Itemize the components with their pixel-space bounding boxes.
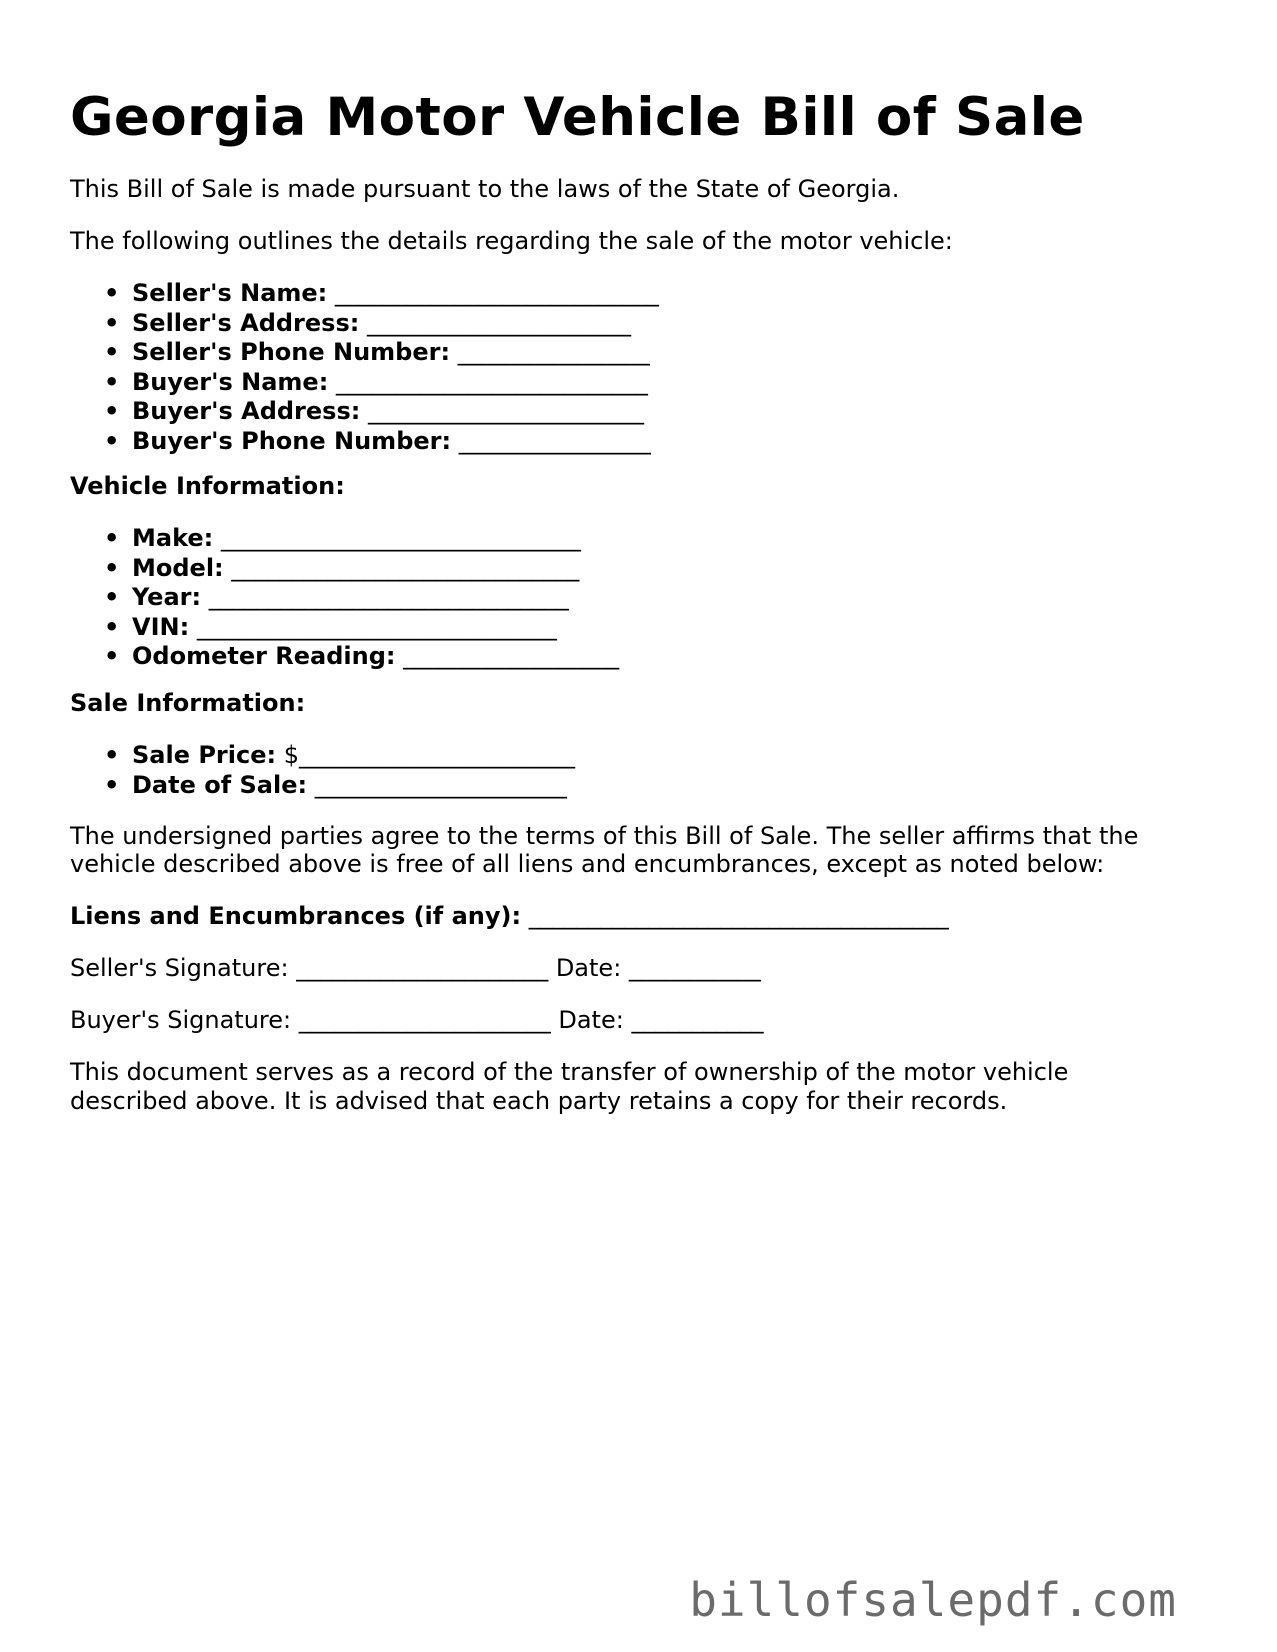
seller-signature-line[interactable]: Seller's Signature: _____________________ Date: ___________ xyxy=(70,954,761,982)
list-item xyxy=(70,368,659,398)
buyer-signature-line[interactable]: Buyer's Signature: _____________________ Date: ___________ xyxy=(70,1006,764,1034)
buyer-name-blank[interactable]: __________________________ xyxy=(328,367,648,396)
agreement-line-2: vehicle described above is free of all liens and encumbrances, except as noted below: xyxy=(70,850,1105,878)
field-label-seller-address: Seller's Address: xyxy=(132,308,360,337)
date-of-sale-blank[interactable]: _____________________ xyxy=(307,770,567,799)
list-item xyxy=(70,524,619,554)
field-label-date-of-sale: Date of Sale: xyxy=(132,770,308,799)
bullet-icon: • xyxy=(104,770,120,799)
bullet-icon: • xyxy=(104,367,120,396)
field-label-odometer: Odometer Reading: xyxy=(132,642,396,671)
bullet-icon: • xyxy=(104,426,120,455)
seller-phone-blank[interactable]: ________________ xyxy=(450,338,650,367)
bullet-icon: • xyxy=(104,524,120,552)
field-label-sale-price: Sale Price: xyxy=(132,741,277,769)
field-label-year: Year: xyxy=(132,583,202,612)
bullet-icon: • xyxy=(104,553,120,582)
bullet-icon: • xyxy=(104,612,120,641)
bullet-icon: • xyxy=(104,642,120,671)
seller-name-blank[interactable]: ___________________________ xyxy=(327,279,659,307)
sale-fields-list xyxy=(70,741,575,800)
seller-address-blank[interactable]: ______________________ xyxy=(359,308,631,337)
closing-line-1: This document serves as a record of the transfer of ownership of the motor vehicle xyxy=(70,1058,1069,1086)
field-label-buyer-address: Buyer's Address: xyxy=(132,397,361,426)
field-label-seller-name: Seller's Name: xyxy=(132,279,328,307)
sale-info-heading: Sale Information: xyxy=(70,689,306,717)
field-label-seller-phone: Seller's Phone Number: xyxy=(132,338,451,367)
page-title: Georgia Motor Vehicle Bill of Sale xyxy=(70,87,1085,148)
field-label-make: Make: xyxy=(132,524,214,552)
bullet-icon: • xyxy=(104,583,120,612)
list-item xyxy=(70,554,619,584)
list-item xyxy=(70,642,619,672)
field-label-buyer-phone: Buyer's Phone Number: xyxy=(132,426,452,455)
vin-blank[interactable]: ______________________________ xyxy=(189,612,557,641)
make-blank[interactable]: ______________________________ xyxy=(213,524,581,552)
bullet-icon: • xyxy=(104,338,120,367)
bullet-icon: • xyxy=(104,308,120,337)
closing-line-2: described above. It is advised that each party retains a copy for their records. xyxy=(70,1087,1008,1115)
odometer-blank[interactable]: __________________ xyxy=(395,642,620,671)
field-label-vin: VIN: xyxy=(132,612,190,641)
list-item xyxy=(70,397,659,427)
model-blank[interactable]: _____________________________ xyxy=(223,553,580,582)
year-blank[interactable]: ______________________________ xyxy=(201,583,569,612)
list-item xyxy=(70,338,659,368)
outline-paragraph: The following outlines the details regarding the sale of the motor vehicle: xyxy=(70,227,953,255)
list-item xyxy=(70,309,659,339)
list-item xyxy=(70,583,619,613)
bullet-icon: • xyxy=(104,741,120,769)
sale-price-blank[interactable]: $_______________________ xyxy=(276,741,575,769)
bullet-icon: • xyxy=(104,397,120,426)
list-item xyxy=(70,741,575,771)
vehicle-fields-list xyxy=(70,524,619,672)
field-label-model: Model: xyxy=(132,553,224,582)
liens-label: Liens and Encumbrances (if any): xyxy=(70,902,522,930)
party-fields-list xyxy=(70,279,659,457)
list-item xyxy=(70,613,619,643)
buyer-address-blank[interactable]: _______________________ xyxy=(360,397,644,426)
liens-blank[interactable]: ___________________________________ xyxy=(521,902,949,930)
watermark-text: billofsalepdf.com xyxy=(689,1573,1177,1627)
agreement-line-1: The undersigned parties agree to the terms of this Bill of Sale. The seller affirms that the xyxy=(70,822,1139,850)
list-item xyxy=(70,279,659,309)
vehicle-info-heading: Vehicle Information: xyxy=(70,472,345,500)
list-item xyxy=(70,771,575,801)
liens-row xyxy=(70,902,949,931)
list-item xyxy=(70,427,659,457)
bullet-icon: • xyxy=(104,279,120,307)
intro-paragraph: This Bill of Sale is made pursuant to the laws of the State of Georgia. xyxy=(70,175,900,203)
buyer-phone-blank[interactable]: ________________ xyxy=(451,426,651,455)
field-label-buyer-name: Buyer's Name: xyxy=(132,367,329,396)
